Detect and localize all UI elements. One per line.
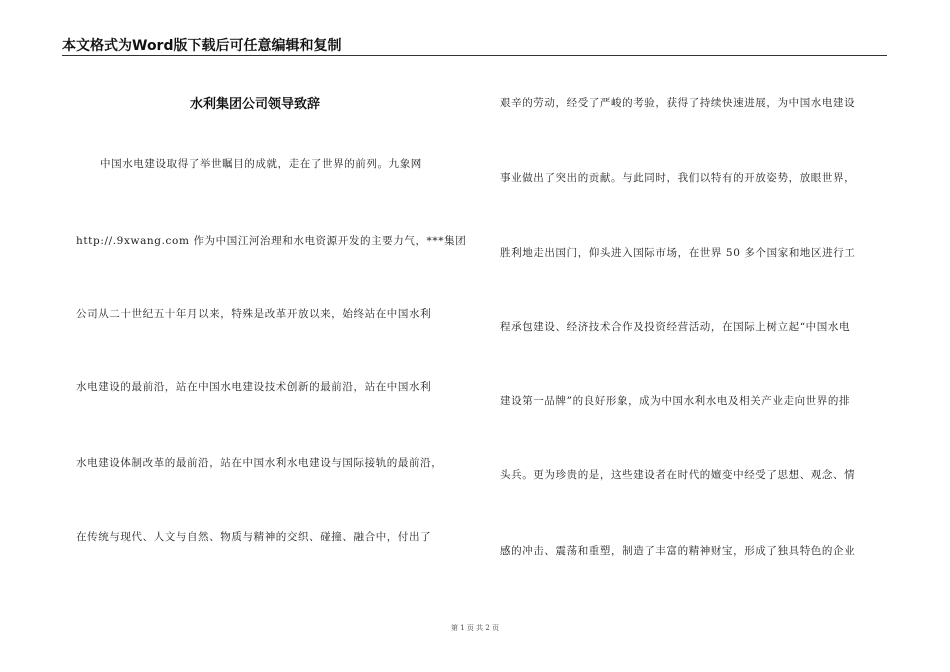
left-column-line-2: http://.9xwang.com 作为中国江河治理和水电资源开发的主要力气，***集团 — [76, 235, 467, 247]
left-column-line-1: 中国水电建设取得了举世瞩目的成就，走在了世界的前列。九象网 — [100, 158, 422, 170]
right-column-line-3: 胜利地走出国门，仰头进入国际市场，在世界 50 多个国家和地区进行工 — [500, 247, 856, 259]
page-footer: 第 1 页 共 2 页 — [450, 624, 500, 632]
left-column-line-4: 水电建设的最前沿，站在中国水电建设技术创新的最前沿，站在中国水利 — [76, 381, 432, 393]
right-column-line-4: 程承包建设、经济技术合作及投资经营活动，在国际上树立起“中国水电 — [500, 321, 851, 333]
right-column-line-2: 事业做出了突出的贡献。与此同时，我们以特有的开放姿势，放眼世界， — [500, 172, 856, 184]
header-text: 本文格式为Word版下载后可任意编辑和复制 — [62, 38, 342, 54]
page-header — [62, 33, 887, 56]
right-column-line-6: 头兵。更为珍贵的是，这些建设者在时代的嬗变中经受了思想、观念、情 — [500, 469, 856, 481]
right-column-line-7: 感的冲击、震荡和重塑，制造了丰富的精神财宝，形成了独具特色的企业 — [500, 545, 856, 557]
right-column-line-1: 艰辛的劳动，经受了严峻的考验，获得了持续快速进展，为中国水电建设 — [500, 97, 856, 109]
left-column-line-5: 水电建设体制改革的最前沿，站在中国水利水电建设与国际接轨的最前沿， — [76, 457, 443, 469]
document-title: 水利集团公司领导致辞 — [190, 97, 321, 112]
left-column-line-6: 在传统与现代、人文与自然、物质与精神的交织、碰撞、融合中，付出了 — [76, 531, 432, 543]
left-column-line-3: 公司从二十世纪五十年月以来，特殊是改革开放以来，始终站在中国水利 — [76, 308, 432, 320]
right-column-line-5: 建设第一品牌”的良好形象，成为中国水利水电及相关产业走向世界的排 — [500, 395, 851, 407]
